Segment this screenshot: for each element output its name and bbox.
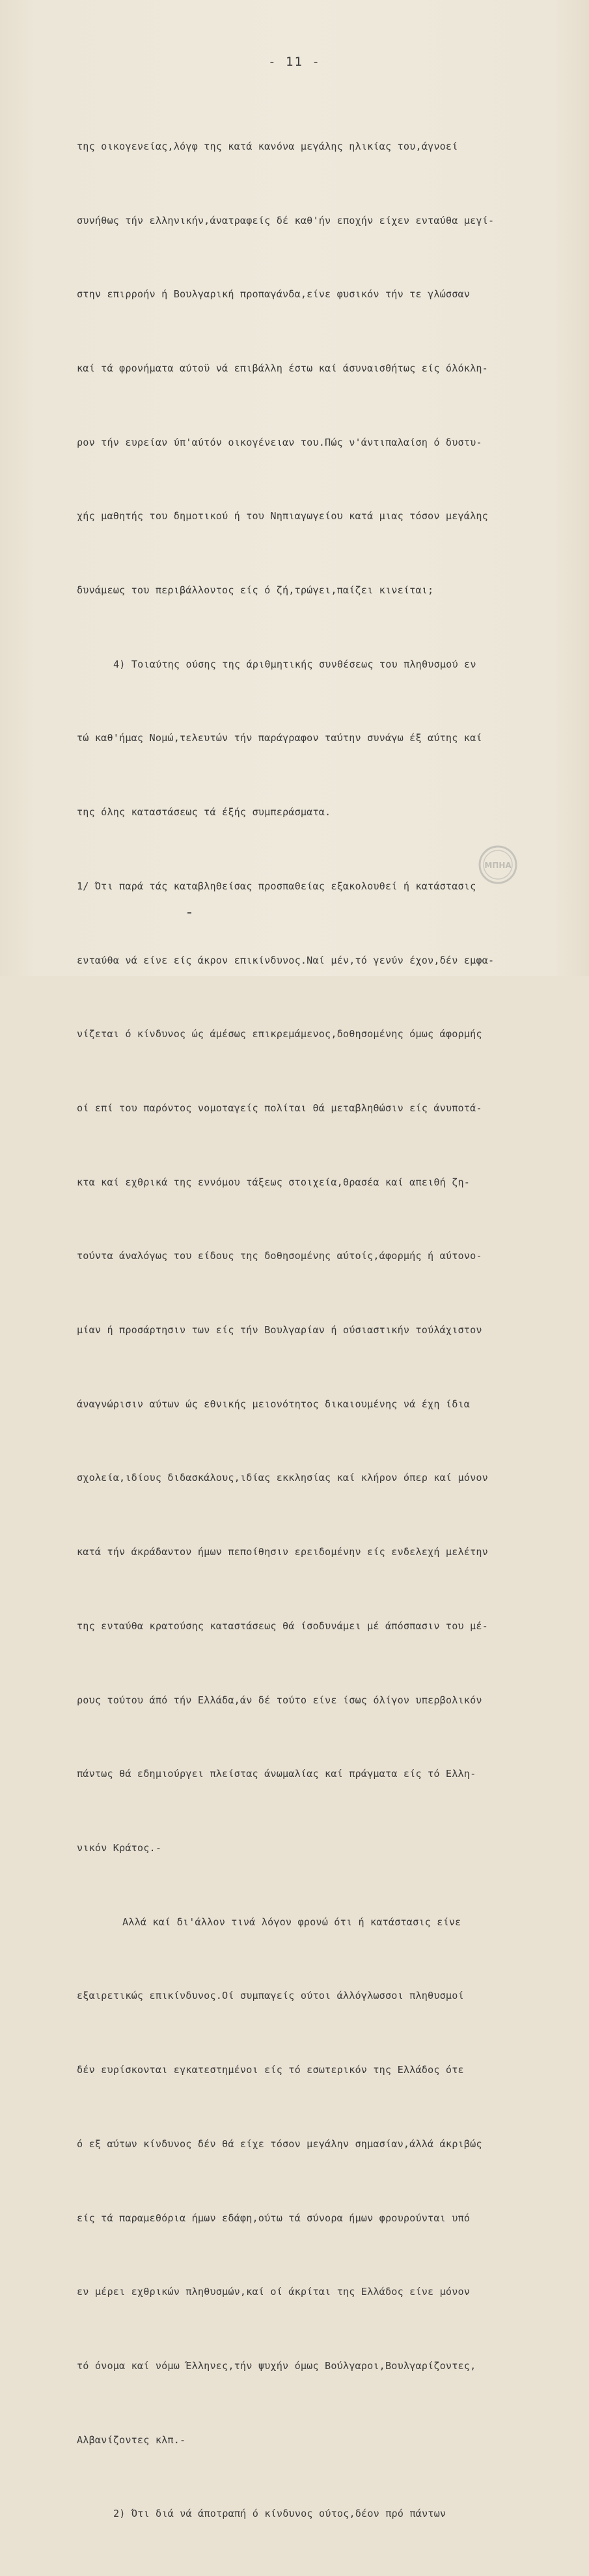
- page-dash-mark: [187, 912, 191, 914]
- text-line: Αλβανίζοντες κλπ.-: [77, 2434, 186, 2446]
- text-line: ενταύθα νά είνε είς άκρον επικίνδυνος.Ναί μέν,τό γενύν έχον,δέν εμφα-: [77, 954, 495, 966]
- typewritten-text-body: [77, 85, 571, 2576]
- text-line: νικόν Κράτος.-: [77, 1841, 162, 1854]
- text-line: εξαιρετικώς επικίνδυνος.Οί συμπαγείς ούτοι άλλόγλωσσοι πληθυσμοί: [77, 1990, 464, 2002]
- text-line: στην επιρροήν ή Βουλγαρική προπαγάνδα,είνε φυσικόν τήν τε γλώσσαν: [77, 288, 471, 301]
- text-line: νίζεται ό κίνδυνος ώς άμέσως επικρεμάμενος,δοθησομένης όμως άφορμής: [77, 1028, 482, 1040]
- text-line: 2) Ότι διά νά άποτραπή ό κίνδυνος ούτος,δέον πρό πάντων: [113, 2508, 446, 2520]
- text-line: σχολεία,ιδίους διδασκάλους,ιδίας εκκλησίας καί κλήρον όπερ καί μόνον: [77, 1472, 488, 1484]
- page-number: - 11 -: [268, 55, 321, 69]
- text-line: πάντως θά εδημιούργει πλείστας άνωμαλίας καί πράγματα είς τό Ελλη-: [77, 1768, 476, 1780]
- text-line: της οικογενείας,λόγφ της κατά κανόνα μεγάλης ηλικίας του,άγνοεί: [77, 140, 458, 152]
- text-line: χής μαθητής του δημοτικού ή του Νηπιαγωγείου κατά μιας τόσον μεγάλης: [77, 510, 488, 522]
- text-line: 4) Τοιαύτης ούσης της άριθμητικής συνθέσεως του πληθυσμού εν: [113, 658, 476, 670]
- text-line: άναγνώρισιν αύτων ώς εθνικής μειονότητος δικαιουμένης νά έχη ίδια: [77, 1398, 471, 1410]
- text-line: κτα καί εχθρικά της εννόμου τάξεως στοιχεία,θρασέα καί απειθή ζη-: [77, 1176, 471, 1188]
- text-line: Αλλά καί δι'άλλον τινά λόγον φρονώ ότι ή κατάστασις είνε: [122, 1916, 461, 1928]
- text-line: τώ καθ'ήμας Νομώ,τελευτών τήν παράγραφον ταύτην συνάγω έξ αύτης καί: [77, 732, 482, 744]
- text-line: ό εξ αύτων κίνδυνος δέν θά είχε τόσον μεγάλην σημασίαν,άλλά άκριβώς: [77, 2137, 482, 2150]
- text-line: της όλης καταστάσεως τά έξής συμπεράσματα.: [77, 806, 331, 819]
- text-line: κατά τήν άκράδαντον ήμων πεποίθησιν ερειδομένην είς ενδελεχή μελέτην: [77, 1546, 488, 1558]
- text-line: τούντα άναλόγως του είδους της δοθησομένης αύτοίς,άφορμής ή αύτονο-: [77, 1250, 482, 1262]
- text-line: δυνάμεως του περιβάλλοντος είς ό ζή,τρώγει,παίζει κινείται;: [77, 584, 434, 597]
- text-line: τό όνομα καί νόμω Έλληνες,τήν ψυχήν όμως Βούλγαροι,Βουλγαρίζοντες,: [77, 2359, 476, 2372]
- text-line: ρους τούτου άπό τήν Ελλάδα,άν δέ τούτο είνε ίσως όλίγον υπερβολικόν: [77, 1694, 482, 1706]
- text-line: της ενταύθα κρατούσης καταστάσεως θά ίσοδυνάμει μέ άπόσπασιν του μέ-: [77, 1620, 488, 1632]
- text-line: δέν ευρίσκονται εγκατεστημένοι είς τό εσωτερικόν της Ελλάδος ότε: [77, 2064, 464, 2076]
- text-line: ρον τήν ευρείαν ύπ'αύτόν οικογένειαν του.Πώς ν'άντιπαλαίση ό δυστυ-: [77, 436, 482, 448]
- text-line: 1/ Ότι παρά τάς καταβληθείσας προσπαθείας εξακολουθεί ή κατάστασις: [77, 880, 476, 892]
- text-line: οί επί του παρόντος νομοταγείς πολίται θά μεταβληθώσιν είς άνυποτά-: [77, 1102, 482, 1114]
- archive-stamp-icon: [478, 845, 518, 885]
- text-line: εν μέρει εχθρικών πληθυσμών,καί οί άκρίται της Ελλάδος είνε μόνον: [77, 2286, 471, 2298]
- text-line: καί τά φρονήματα αύτοϋ νά επιβάλλη έστω καί άσυναισθήτως είς όλόκλη-: [77, 362, 488, 374]
- text-line: μίαν ή προσάρτησιν των είς τήν Βουλγαρίαν ή ούσιαστικήν τούλάχιστον: [77, 1324, 482, 1336]
- stamp-text: ΜΠΗΑ: [484, 861, 512, 870]
- text-line: συνήθως τήν ελληνικήν,άνατραφείς δέ καθ'ήν εποχήν είχεν ενταύθα μεγί-: [77, 214, 495, 226]
- text-line: είς τά παραμεθόρια ήμων εδάφη,ούτω τά σύνορα ήμων φρουρούνται υπό: [77, 2212, 471, 2224]
